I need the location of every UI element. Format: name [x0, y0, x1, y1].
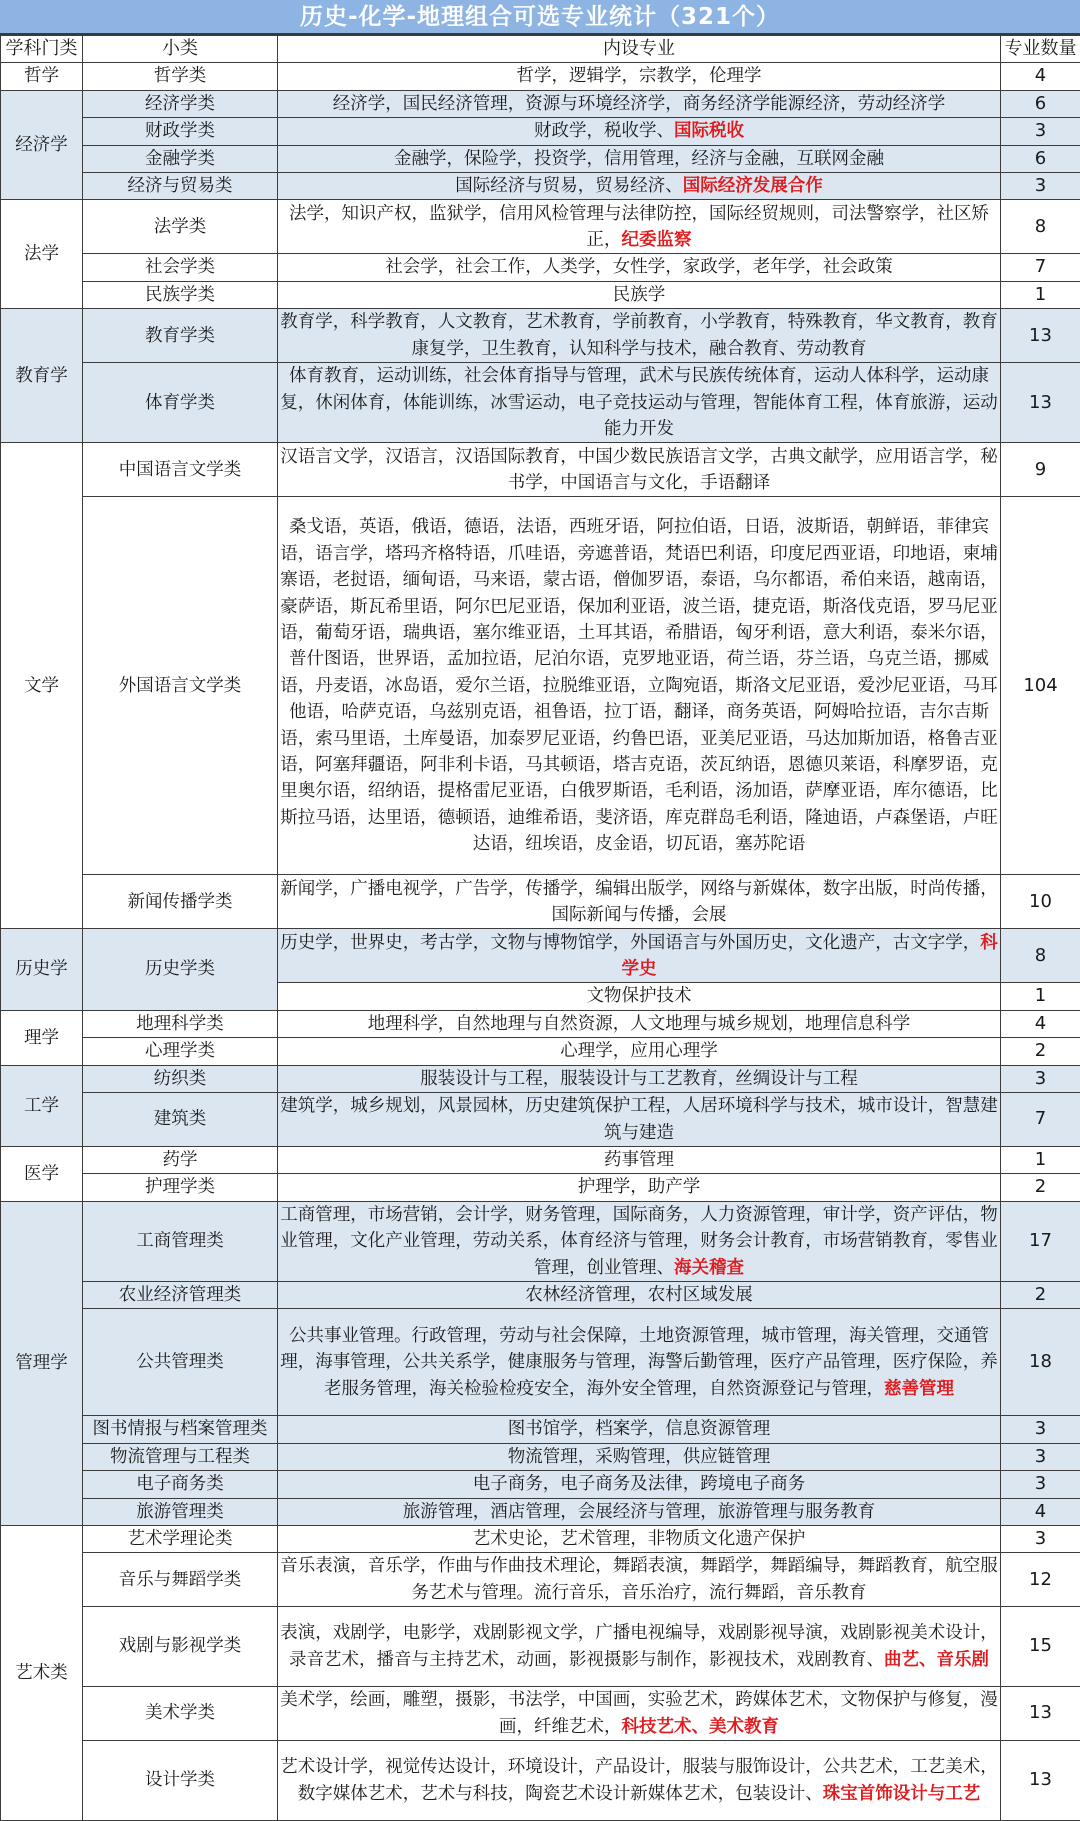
majors-text: 教育学，科学教育，人文教育，艺术教育，学前教育，小学教育，特殊教育，华文教育，教育康复学，卫生教育，认知科学与技术，融合教育、劳动教育: [280, 312, 998, 358]
majors-cell: [278, 1471, 1001, 1498]
count-cell: 10: [1001, 875, 1080, 929]
new-major-highlight: 国际经济发展合作: [683, 176, 823, 196]
majors-text: 哲学，逻辑学，宗教学，伦理学: [517, 66, 762, 86]
header-count: 专业数量: [1001, 36, 1080, 63]
majors-cell: [278, 200, 1001, 254]
count-cell: 6: [1001, 90, 1080, 117]
table-row: [1, 63, 1080, 90]
new-major-highlight: 纪委监察: [622, 230, 692, 250]
category-cell: 文学: [1, 443, 83, 929]
new-major-highlight: 曲艺、音乐剧: [884, 1650, 989, 1670]
count-cell: 1: [1001, 281, 1080, 308]
majors-cell: [278, 363, 1001, 443]
count-cell: 7: [1001, 1093, 1080, 1147]
table-row: [1, 1146, 1080, 1173]
majors-cell: [278, 497, 1001, 875]
majors-cell: [278, 90, 1001, 117]
majors-text: 音乐表演，音乐学，作曲与作曲技术理论，舞蹈表演，舞蹈学，舞蹈编导，舞蹈教育，航空服务艺术与管理。流行音乐，音乐治疗，流行舞蹈，音乐教育: [280, 1556, 998, 1602]
count-cell: 9: [1001, 443, 1080, 497]
subcategory-cell: 纺织类: [83, 1065, 278, 1092]
majors-text: 电子商务，电子商务及法律，跨境电子商务: [473, 1474, 806, 1494]
header-category: 学科门类: [1, 36, 83, 63]
majors-text: 美术学，绘画，雕塑，摄影，书法学，中国画，实验艺术，跨媒体艺术，文物保护与修复，漫画，纤维艺术，: [280, 1690, 998, 1736]
table-row: [1, 200, 1080, 254]
count-cell: 17: [1001, 1201, 1080, 1281]
table-row: [1, 1525, 1080, 1552]
table-row: [1, 173, 1080, 200]
majors-text: 文物保护技术: [587, 986, 692, 1006]
subcategory-cell: 工商管理类: [83, 1201, 278, 1281]
subcategory-cell: 护理学类: [83, 1174, 278, 1201]
new-major-highlight: 珠宝首饰设计与工艺: [823, 1784, 981, 1804]
majors-text: 护理学，助产学: [578, 1177, 701, 1197]
majors-text: 法学，知识产权，监狱学，信用风检管理与法律防控，国际经贸规则，司法警察学，社区矫正，: [289, 204, 989, 250]
majors-cell: [278, 1038, 1001, 1065]
subcategory-cell: 经济与贸易类: [83, 173, 278, 200]
subcategory-cell: 旅游管理类: [83, 1498, 278, 1525]
category-cell: 哲学: [1, 63, 83, 90]
category-cell: 教育学: [1, 309, 83, 443]
header-subcategory: 小类: [83, 36, 278, 63]
subcategory-cell: 社会学类: [83, 254, 278, 281]
category-cell: 艺术类: [1, 1525, 83, 1820]
table-row: [1, 254, 1080, 281]
count-cell: 3: [1001, 1416, 1080, 1443]
table-body: [1, 63, 1080, 1821]
table-header-row: [1, 36, 1080, 63]
table-row: [1, 875, 1080, 929]
subcategory-cell: 中国语言文学类: [83, 443, 278, 497]
count-cell: 4: [1001, 63, 1080, 90]
majors-cell: [278, 1093, 1001, 1147]
count-cell: 13: [1001, 363, 1080, 443]
count-cell: 3: [1001, 173, 1080, 200]
category-cell: 历史学: [1, 929, 83, 1010]
table-row: [1, 90, 1080, 117]
subcategory-cell: 法学类: [83, 200, 278, 254]
majors-cell: [278, 254, 1001, 281]
majors-cell: [278, 1498, 1001, 1525]
subcategory-cell: 美术学类: [83, 1687, 278, 1741]
table-row: [1, 1498, 1080, 1525]
count-cell: 3: [1001, 1443, 1080, 1470]
table-row: [1, 1687, 1080, 1741]
majors-cell: [278, 118, 1001, 145]
subcategory-cell: 财政学类: [83, 118, 278, 145]
majors-cell: [278, 173, 1001, 200]
majors-cell: [278, 1607, 1001, 1687]
majors-text: 公共事业管理。行政管理，劳动与社会保障，土地资源管理，城市管理，海关管理，交通管理，海事管理，公共关系学，健康服务与管理，海警后勤管理，医疗产品管理，医疗保险，养老服务管理，海关检验检疫安全，海外安全管理，自然资源登记与管理，: [280, 1326, 998, 1399]
majors-text: 历史学，世界史，考古学，文物与博物馆学，外国语言与外国历史，文化遗产，古文字学，: [280, 933, 980, 953]
table-row: [1, 145, 1080, 172]
count-cell: 3: [1001, 1065, 1080, 1092]
majors-cell: [278, 145, 1001, 172]
category-cell: 理学: [1, 1010, 83, 1065]
table-row: [1, 1309, 1080, 1416]
majors-text: 药事管理: [604, 1150, 674, 1170]
table-row: [1, 1174, 1080, 1201]
category-cell: 管理学: [1, 1201, 83, 1525]
count-cell: 1: [1001, 1146, 1080, 1173]
table-row: [1, 1416, 1080, 1443]
majors-text: 体育教育，运动训练，社会体育指导与管理，武术与民族传统体育，运动人体科学，运动康复，休闲体育，体能训练，冰雪运动，电子竞技运动与管理，智能体育工程，体育旅游，运动能力开发: [280, 366, 998, 439]
new-major-highlight: 科技艺术、美术教育: [622, 1717, 780, 1737]
majors-cell: [278, 1201, 1001, 1281]
new-major-highlight: 国际税收: [674, 121, 744, 141]
subcategory-cell: 音乐与舞蹈学类: [83, 1553, 278, 1607]
majors-cell: [278, 1416, 1001, 1443]
majors-cell: [278, 1281, 1001, 1308]
majors-table: [0, 35, 1080, 1821]
count-cell: 2: [1001, 1174, 1080, 1201]
majors-cell: [278, 1174, 1001, 1201]
subcategory-cell: 金融学类: [83, 145, 278, 172]
subcategory-cell: 药学: [83, 1146, 278, 1173]
majors-text: 旅游管理，酒店管理，会展经济与管理，旅游管理与服务教育: [403, 1502, 876, 1522]
majors-text: 图书馆学，档案学，信息资源管理: [508, 1419, 771, 1439]
majors-text: 表演，戏剧学，电影学，戏剧影视文学，广播电视编导，戏剧影视导演，戏剧影视美术设计，录音艺术，播音与主持艺术，动画，影视摄影与制作，影视技术，戏剧教育、: [280, 1623, 998, 1669]
majors-cell: [278, 309, 1001, 363]
majors-cell: [278, 1146, 1001, 1173]
majors-cell: [278, 281, 1001, 308]
table-row: [1, 1065, 1080, 1092]
count-cell: 15: [1001, 1607, 1080, 1687]
subcategory-cell: 教育学类: [83, 309, 278, 363]
majors-text: 服装设计与工程，服装设计与工艺教育，丝绸设计与工程: [420, 1069, 858, 1089]
majors-text: 经济学，国民经济管理，资源与环境经济学，商务经济学能源经济，劳动经济学: [333, 94, 946, 114]
count-cell: 12: [1001, 1553, 1080, 1607]
new-major-highlight: 慈善管理: [884, 1379, 954, 1399]
subcategory-cell: 民族学类: [83, 281, 278, 308]
majors-text: 汉语言文学，汉语言，汉语国际教育，中国少数民族语言文学，古典文献学，应用语言学，秘书学，中国语言与文化，手语翻译: [280, 447, 998, 493]
count-cell: 1: [1001, 983, 1080, 1010]
table-row: [1, 1607, 1080, 1687]
subcategory-cell: 经济学类: [83, 90, 278, 117]
count-cell: 3: [1001, 118, 1080, 145]
table-row: [1, 281, 1080, 308]
subcategory-cell: 物流管理与工程类: [83, 1443, 278, 1470]
majors-text: 民族学: [613, 285, 666, 305]
table-row: [1, 1471, 1080, 1498]
count-cell: 7: [1001, 254, 1080, 281]
count-cell: 13: [1001, 1687, 1080, 1741]
majors-text: 心理学，应用心理学: [560, 1041, 718, 1061]
majors-text: 建筑学，城乡规划，风景园林，历史建筑保护工程，人居环境科学与技术，城市设计，智慧建筑与建造: [280, 1096, 998, 1142]
table-row: [1, 1038, 1080, 1065]
majors-text: 农林经济管理，农村区域发展: [525, 1285, 753, 1305]
count-cell: 4: [1001, 1010, 1080, 1037]
majors-cell: [278, 1553, 1001, 1607]
count-cell: 8: [1001, 929, 1080, 983]
majors-text: 国际经济与贸易，贸易经济、: [455, 176, 683, 196]
table-row: [1, 497, 1080, 875]
category-cell: 医学: [1, 1146, 83, 1201]
majors-cell: [278, 1065, 1001, 1092]
subcategory-cell: 历史学类: [83, 929, 278, 1010]
subcategory-cell: 艺术学理论类: [83, 1525, 278, 1552]
count-cell: 3: [1001, 1471, 1080, 1498]
table-row: [1, 1741, 1080, 1821]
count-cell: 6: [1001, 145, 1080, 172]
majors-cell: [278, 875, 1001, 929]
category-cell: 工学: [1, 1065, 83, 1146]
count-cell: 8: [1001, 200, 1080, 254]
new-major-highlight: 科学史: [622, 933, 998, 979]
majors-cell: [278, 1525, 1001, 1552]
subcategory-cell: 哲学类: [83, 63, 278, 90]
majors-text: 桑戈语，英语，俄语，德语，法语，西班牙语，阿拉伯语，日语，波斯语，朝鲜语，菲律宾语，语言学，塔玛齐格特语，爪哇语，旁遮普语，梵语巴利语，印度尼西亚语，印地语，柬埔寨语，老挝语，缅甸语，马来语，蒙古语，僧伽罗语，泰语，乌尔都语，希伯来语，越南语，豪萨语，斯瓦希里语，阿尔巴尼亚语，保加利亚语，波兰语，捷克语，斯洛伐克语，罗马尼亚语，葡萄牙语，瑞典语，塞尔维亚语，土耳其语，希腊语，匈牙利语，意大利语，泰米尔语，普什图语，世界语，孟加拉语，尼泊尔语，克罗地亚语，荷兰语，芬兰语，乌克兰语，挪威语，丹麦语，冰岛语，爱尔兰语，拉脱维亚语，立陶宛语，斯洛文尼亚语，爱沙尼亚语，马耳他语，哈萨克语，乌兹别克语，祖鲁语，拉丁语，翻译，商务英语，阿姆哈拉语，吉尔吉斯语，索马里语，土库曼语，加泰罗尼亚语，约鲁巴语，亚美尼亚语，马达加斯加语，格鲁吉亚语，阿塞拜疆语，阿非利卡语，马其顿语，塔吉克语，茨瓦纳语，恩德贝莱语，科摩罗语，克里奥尔语，绍纳语，提格雷尼亚语，白俄罗斯语，毛利语，汤加语，萨摩亚语，库尔德语，比斯拉马语，达里语，德顿语，迪维希语，斐济语，库克群岛毛利语，隆迪语，卢森堡语，卢旺达语，纽埃语，皮金语，切瓦语，塞苏陀语: [280, 517, 998, 854]
majors-text: 新闻学，广播电视学，广告学，传播学，编辑出版学，网络与新媒体，数字出版，时尚传播，国际新闻与传播，会展: [280, 879, 998, 925]
table-row: [1, 309, 1080, 363]
subcategory-cell: 外国语言文学类: [83, 497, 278, 875]
majors-cell: [278, 983, 1001, 1010]
subcategory-cell: 建筑类: [83, 1093, 278, 1147]
majors-text: 艺术设计学，视觉传达设计，环境设计，产品设计，服装与服饰设计，公共艺术，工艺美术，数字媒体艺术，艺术与科技，陶瓷艺术设计新媒体艺术，包装设计、: [280, 1757, 998, 1803]
count-cell: 2: [1001, 1281, 1080, 1308]
page-title: 历史-化学-地理组合可选专业统计（321个）: [0, 0, 1080, 35]
table-row: [1, 443, 1080, 497]
subcategory-cell: 戏剧与影视学类: [83, 1607, 278, 1687]
majors-text: 社会学，社会工作，人类学，女性学，家政学，老年学，社会政策: [385, 257, 893, 277]
subcategory-cell: 地理科学类: [83, 1010, 278, 1037]
count-cell: 13: [1001, 1741, 1080, 1821]
table-row: [1, 1201, 1080, 1281]
table-row: [1, 929, 1080, 983]
subcategory-cell: 农业经济管理类: [83, 1281, 278, 1308]
majors-cell: [278, 443, 1001, 497]
majors-text: 财政学，税收学、: [534, 121, 674, 141]
table-row: [1, 1281, 1080, 1308]
table-row: [1, 1010, 1080, 1037]
majors-cell: [278, 929, 1001, 983]
count-cell: 18: [1001, 1309, 1080, 1416]
majors-text: 物流管理，采购管理，供应链管理: [508, 1447, 771, 1467]
subcategory-cell: 电子商务类: [83, 1471, 278, 1498]
majors-cell: [278, 63, 1001, 90]
count-cell: 13: [1001, 309, 1080, 363]
majors-text: 工商管理，市场营销，会计学，财务管理，国际商务，人力资源管理，审计学，资产评估，物业管理，文化产业管理，劳动关系，体育经济与管理，财务会计教育，市场营销教育，零售业管理，创业管理、: [280, 1205, 998, 1278]
majors-text: 金融学，保险学，投资学，信用管理，经济与金融，互联网金融: [394, 149, 884, 169]
majors-text: 艺术史论，艺术管理，非物质文化遗产保护: [473, 1529, 806, 1549]
count-cell: 104: [1001, 497, 1080, 875]
count-cell: 3: [1001, 1525, 1080, 1552]
table-row: [1, 118, 1080, 145]
category-cell: 法学: [1, 200, 83, 309]
majors-cell: [278, 1309, 1001, 1416]
majors-cell: [278, 1443, 1001, 1470]
subcategory-cell: 公共管理类: [83, 1309, 278, 1416]
category-cell: 经济学: [1, 90, 83, 200]
table-row: [1, 1443, 1080, 1470]
count-cell: 2: [1001, 1038, 1080, 1065]
subcategory-cell: 心理学类: [83, 1038, 278, 1065]
table-row: [1, 1553, 1080, 1607]
new-major-highlight: 海关稽查: [674, 1258, 744, 1278]
majors-cell: [278, 1687, 1001, 1741]
majors-cell: [278, 1010, 1001, 1037]
majors-text: 地理科学，自然地理与自然资源，人文地理与城乡规划，地理信息科学: [368, 1014, 911, 1034]
count-cell: 4: [1001, 1498, 1080, 1525]
majors-cell: [278, 1741, 1001, 1821]
subcategory-cell: 新闻传播学类: [83, 875, 278, 929]
subcategory-cell: 体育学类: [83, 363, 278, 443]
table-row: [1, 363, 1080, 443]
subcategory-cell: 图书情报与档案管理类: [83, 1416, 278, 1443]
header-majors: 内设专业: [278, 36, 1001, 63]
table-row: [1, 1093, 1080, 1147]
subcategory-cell: 设计学类: [83, 1741, 278, 1821]
